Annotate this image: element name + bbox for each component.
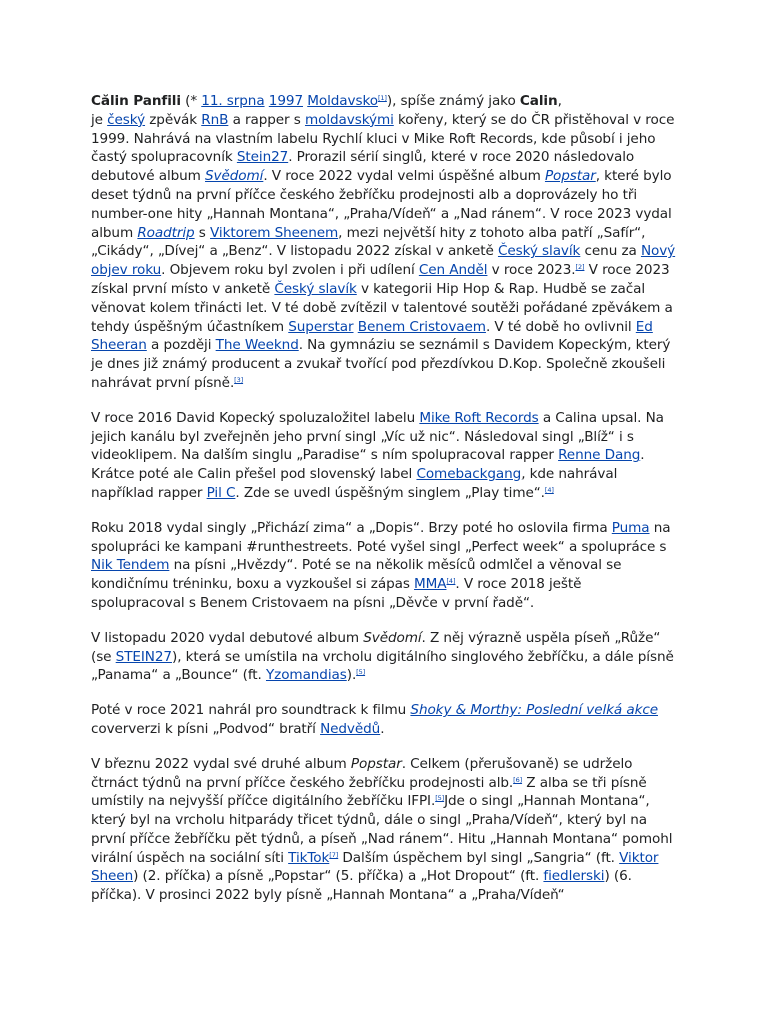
text: (* xyxy=(180,93,202,109)
text: . Z něj výrazně uspěla píseň „Růže“ (se xyxy=(91,629,661,665)
paragraph-2020 xyxy=(91,629,677,685)
text: , kde nahrával například rapper xyxy=(91,466,618,501)
paragraph-intro xyxy=(91,92,677,393)
text: na písni „Hvězdy“. Poté se na několik měsíců odmlčel a věnoval se kondičnímu tréninku, boxu a vyzkoušel si zápas xyxy=(91,557,622,593)
text: v roce 2023. xyxy=(487,262,576,279)
reference-link[interactable]: [1] xyxy=(377,94,387,102)
text: . Objevem roku byl zvolen i při udílení xyxy=(161,262,419,279)
reference-1[interactable] xyxy=(378,94,387,102)
link-birth-year[interactable]: 1997 xyxy=(268,93,303,109)
link-pil-c[interactable]: Pil C xyxy=(206,484,236,501)
text: Roku 2018 vydal singly „Přichází zima“ a „Dopis“. Brzy poté ho oslovila firma xyxy=(91,519,612,536)
text: a Calina upsal. Na jejich kanálu byl zveřejněn jeho první singl „Víc už nic“. Následoval singl „Blíž“ i s videoklipem. Na dalším singlu „Paradise“ s ním spolupracoval rapper xyxy=(91,409,664,464)
article-body xyxy=(91,92,677,921)
text: Jde o singl „Hannah Montana“, který byl na vrcholu hitparády třicet týdnů, dále o singl „Praha/Vídeň“, který byl na první příčce žebříčku pět týdnů, a píseň „Nad ránem“. Hitu „Hannah Montana“ pomohl virální úspěch na sociální síti xyxy=(91,793,673,866)
paragraph-2021 xyxy=(91,701,677,739)
paragraph-2018 xyxy=(91,519,677,613)
reference-3[interactable] xyxy=(234,376,243,384)
reference-link[interactable]: [6] xyxy=(513,775,523,784)
reference-4[interactable] xyxy=(545,486,554,494)
text: s xyxy=(194,224,211,241)
text: ), která se umístila na vrcholu digitálního singlového žebříčku, a dále písně „Panama“ a „Bounce“ (ft. xyxy=(91,648,674,684)
text: Poté v roce 2021 nahrál pro soundtrack k filmu xyxy=(91,702,411,719)
link-cen-andel[interactable]: Cen Anděl xyxy=(418,262,488,279)
text: cenu za xyxy=(580,243,641,260)
subject-name: Călin Panfili xyxy=(91,93,181,109)
text: zpěvák xyxy=(145,111,202,128)
text: ). xyxy=(346,667,357,684)
link-nedvedu[interactable]: Nedvědů xyxy=(320,720,381,737)
album-title-popstar: Popstar xyxy=(350,755,402,772)
text: . Prorazil sérií singlů, které v roce 2020 následovalo debutové album xyxy=(91,149,635,185)
paragraph-2022 xyxy=(91,755,677,905)
reference-6[interactable] xyxy=(513,776,522,784)
text: V březnu 2022 vydal své druhé album xyxy=(91,755,351,772)
text: . Krátce poté ale Calin přešel pod slovenský label xyxy=(91,447,645,483)
link-stein27-upper[interactable]: STEIN27 xyxy=(115,648,172,665)
alias-name: Calin xyxy=(519,93,558,109)
link-rnb[interactable]: RnB xyxy=(201,111,229,128)
link-ben-cristovao[interactable]: Benem Cristovaem xyxy=(357,318,486,335)
link-cesky-slavik[interactable]: Český slavík xyxy=(497,243,581,260)
text: na spolupráci ke kampani #runthestreets. Poté vyšel singl „Perfect week“ a spolupráce s xyxy=(91,519,671,555)
text: . Zde se uvedl úspěšným singlem „Play time“. xyxy=(235,484,545,501)
text: ) (2. příčka) a písně „Popstar“ (5. příčka) a „Hot Dropout“ (ft. xyxy=(133,868,544,885)
link-ed-sheeran[interactable]: Ed Sheeran xyxy=(91,318,653,354)
reference-link[interactable]: [3] xyxy=(234,375,244,384)
text: kořeny, který se do ČR přistěhoval v roce 1999. Nahrává na vlastním labelu Rychlí kluci v Mike Roft Records, kde působí i jeho častý spolupracovník xyxy=(91,111,675,166)
link-tiktok[interactable]: TikTok xyxy=(288,849,330,866)
text: Dalším úspěchem byl singl „Sangria“ (ft. xyxy=(338,849,620,866)
reference-5b[interactable] xyxy=(435,794,444,802)
link-moldavskymi[interactable]: moldavskými xyxy=(304,111,394,128)
text: , mezi největší hity z tohoto alba patří „Safír“, „Cikády“, „Dívej“ a „Benz“. V listopadu 2022 získal v anketě xyxy=(91,224,646,260)
text: , které bylo deset týdnů na první příčce českého žebříčku prodejnosti alb a doprovázely ho tři number-one hity „Hannah Montana“, „Praha/Vídeň“ a „Nad ránem“. V roce 2023 vydal xyxy=(91,168,672,222)
text: a rapper s xyxy=(228,111,305,128)
text: ) (6. příčka). V prosinci 2022 byly písně „Hannah Montana“ a „Praha/Vídeň“ xyxy=(91,868,632,904)
text: V roce 2016 David Kopecký spoluzaložitel labelu xyxy=(91,409,420,426)
link-the-weeknd[interactable]: The Weeknd xyxy=(215,337,299,354)
text: . xyxy=(380,720,385,737)
link-birth-date[interactable]: 11. srpna xyxy=(201,93,265,109)
link-moldavsko[interactable]: Moldavsko xyxy=(307,93,378,109)
link-cesky-slavik-2[interactable]: Český slavík xyxy=(274,280,357,297)
reference-link[interactable]: [4] xyxy=(544,485,554,494)
reference-link[interactable]: [5] xyxy=(356,668,366,677)
link-album-popstar[interactable]: Popstar xyxy=(544,168,596,185)
text: , xyxy=(557,93,562,109)
reference-link[interactable]: [7] xyxy=(329,850,339,859)
link-cesky[interactable]: český xyxy=(107,111,146,128)
reference-7[interactable] xyxy=(329,851,338,859)
text: . V té době ho ovlivnil xyxy=(485,318,636,335)
text: . V roce 2022 vydal velmi úspěšné album xyxy=(263,168,545,185)
link-superstar[interactable]: Superstar xyxy=(288,318,354,335)
link-fiedlerski[interactable]: fiedlerski xyxy=(543,868,605,885)
text: . V roce 2018 ještě spolupracoval s Benem Cristovaem na písni „Děvče v první řadě“. xyxy=(91,576,582,611)
text: . Na gymnáziu se seznámil s Davidem Kopeckým, který je dnes již známý producent a zvukař tvořící pod přezdívkou D.Kop. Společně zkoušeli nahrávat první písně. xyxy=(91,337,671,391)
text: V listopadu 2020 vydal debutové album xyxy=(91,629,364,646)
link-mike-roft-records[interactable]: Mike Roft Records xyxy=(419,409,539,426)
link-renne-dang[interactable]: Renne Dang xyxy=(558,447,641,464)
reference-link[interactable]: [2] xyxy=(575,263,585,272)
text: v kategorii Hip Hop & Rap. Hudbě se začal věnovat kolem třinácti let. V té době zvítězil v talentové soutěži pořádané zpěvákem a tehdy úspěšným účastníkem xyxy=(91,280,673,335)
link-comebackgang[interactable]: Comebackgang xyxy=(416,466,522,483)
link-novy-objev-roku[interactable]: Nový objev roku xyxy=(91,243,676,279)
text: ), spíše známý jako xyxy=(386,93,520,109)
link-viktor-sheen[interactable]: Viktorem Sheenem xyxy=(210,224,339,241)
link-puma[interactable]: Puma xyxy=(611,519,650,536)
text: coververzi k písni „Podvod“ bratří xyxy=(91,720,321,737)
link-mma[interactable]: MMA xyxy=(414,576,447,593)
reference-5[interactable] xyxy=(356,668,365,676)
paragraph-2016 xyxy=(91,409,677,503)
text: je xyxy=(91,111,108,128)
text: a později xyxy=(146,337,216,354)
album-title-svedomi: Svědomí xyxy=(363,629,422,646)
link-yzomandias[interactable]: Yzomandias xyxy=(265,667,347,684)
reference-link[interactable]: [5] xyxy=(435,794,445,803)
text: Z alba se tři písně umístily na nejvyšší příčce digitálního žebříčku IFPI. xyxy=(91,774,647,810)
link-nik-tendo[interactable]: Nik Tendem xyxy=(91,557,170,574)
text: V roce 2023 získal první místo v anketě xyxy=(91,262,670,297)
link-stein27[interactable]: Stein27 xyxy=(236,149,289,166)
reference-link[interactable]: [4] xyxy=(446,577,456,586)
text: . Celkem (přerušovaně) se udrželo čtrnáct týdnů na první příčce českého žebříčku prodejnosti alb. xyxy=(91,755,633,791)
link-album-svedomi[interactable]: Svědomí xyxy=(205,168,264,185)
link-film-shoky-morthy[interactable]: Shoky & Morthy: Poslední velká akce xyxy=(410,702,658,719)
text: album xyxy=(91,224,138,241)
link-album-roadtrip[interactable]: Roadtrip xyxy=(137,224,195,241)
link-viktor-sheen-2[interactable]: Viktor Sheen xyxy=(91,849,659,885)
